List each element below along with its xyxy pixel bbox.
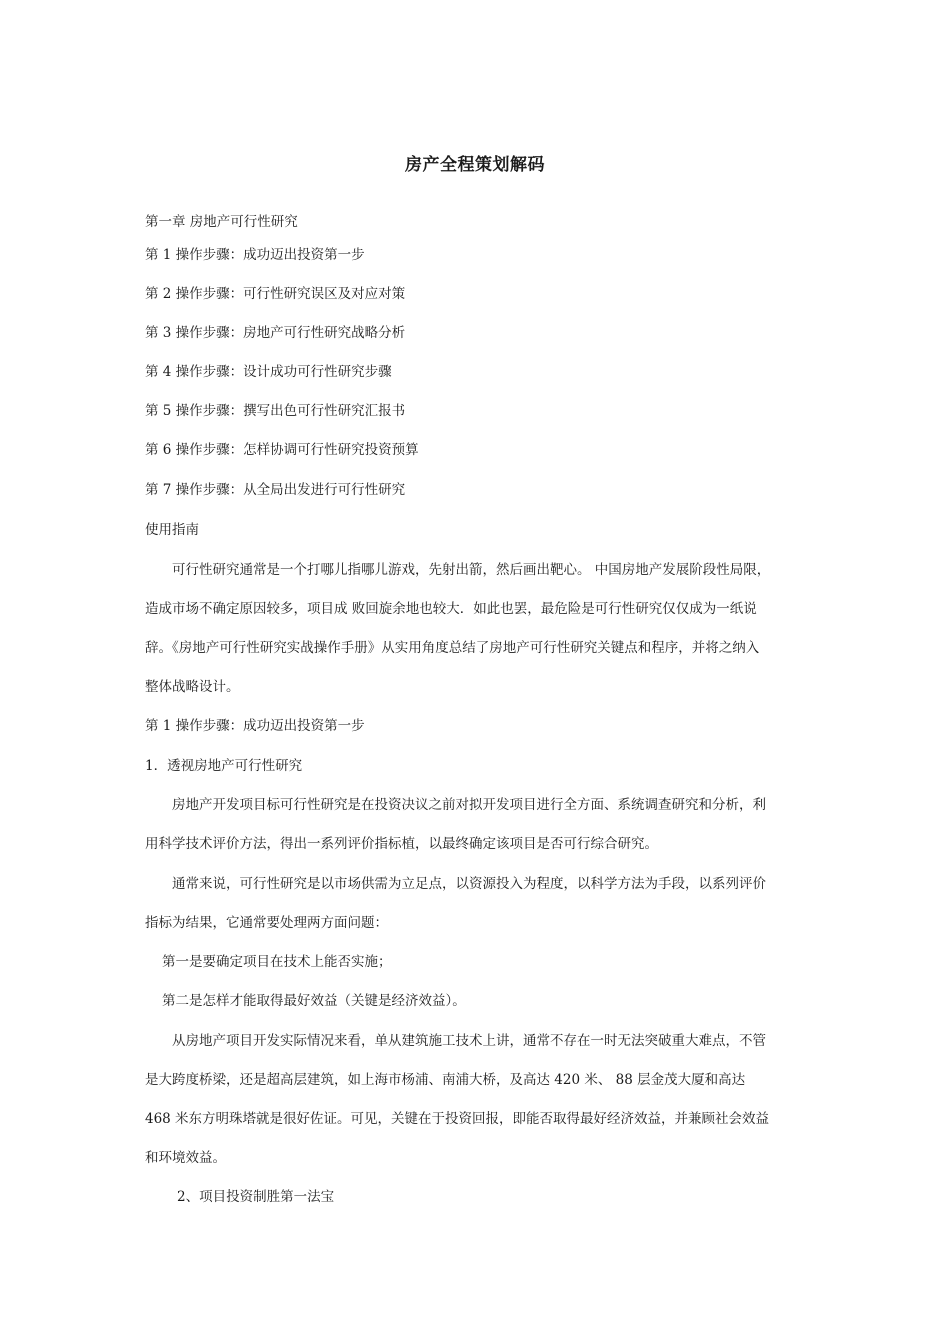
point-item-1: 第一是要确定项目在技术上能否实施； [162,954,392,970]
toc-item-1: 第 1 操作步骤：成功迈出投资第一步 [145,247,365,263]
chapter-heading: 第一章 房地产可行性研究 [145,214,298,230]
section1-heading: 1．透视房地产可行性研究 [145,758,303,774]
paragraph-line: 房地产开发项目标可行性研究是在投资决议之前对拟开发项目进行全方面、系统调查研究和分析，利 [172,797,766,813]
paragraph-line: 和环境效益。 [145,1150,226,1166]
guide-heading: 使用指南 [145,522,199,538]
toc-item-7: 第 7 操作步骤：从全局出发进行可行性研究 [145,482,406,498]
toc-item-5: 第 5 操作步骤：撰写出色可行性研究汇报书 [145,403,406,419]
step1-heading: 第 1 操作步骤：成功迈出投资第一步 [145,718,365,734]
paragraph-line: 是大跨度桥梁，还是超高层建筑，如上海市杨浦、南浦大桥，及高达 420 米、 88 层金茂大厦和高达 [145,1072,746,1088]
guide-paragraph-line: 可行性研究通常是一个打哪儿指哪儿游戏，先射出箭，然后画出靶心。 中国房地产发展阶段性局限， [172,562,771,578]
paragraph-line: 从房地产项目开发实际情况来看，单从建筑施工技术上讲，通常不存在一时无法突破重大难点，不管 [172,1033,766,1049]
guide-paragraph-line: 辞。《房地产可行性研究实战操作手册》从实用角度总结了房地产可行性研究关键点和程序，并将之纳入 [145,640,760,656]
paragraph-line: 通常来说，可行性研究是以市场供需为立足点，以资源投入为程度，以科学方法为手段，以系列评价 [172,876,766,892]
point-item-2: 第二是怎样才能取得最好效益（关键是经济效益）。 [162,993,466,1009]
toc-item-6: 第 6 操作步骤：怎样协调可行性研究投资预算 [145,442,419,458]
paragraph-line: 用科学技术评价方法，得出一系列评价指标植，以最终确定该项目是否可行综合研究。 [145,836,658,852]
paragraph-line: 468 米东方明珠塔就是很好佐证。可见，关键在于投资回报，即能否取得最好经济效益，并兼顾社会效益 [145,1111,770,1127]
document-title: 房产全程策划解码 [405,155,545,175]
toc-item-4: 第 4 操作步骤：设计成功可行性研究步骤 [145,364,392,380]
section2-heading: 2、项目投资制胜第一法宝 [177,1189,335,1205]
guide-paragraph-line: 整体战略设计。 [145,679,240,695]
guide-paragraph-line: 造成市场不确定原因较多，项目成 败回旋余地也较大．如此也罢，最危险是可行性研究仅仅成为一纸说 [145,601,757,617]
toc-item-2: 第 2 操作步骤：可行性研究误区及对应对策 [145,286,406,302]
toc-item-3: 第 3 操作步骤：房地产可行性研究战略分析 [145,325,406,341]
paragraph-line: 指标为结果，它通常要处理两方面问题： [145,915,388,931]
